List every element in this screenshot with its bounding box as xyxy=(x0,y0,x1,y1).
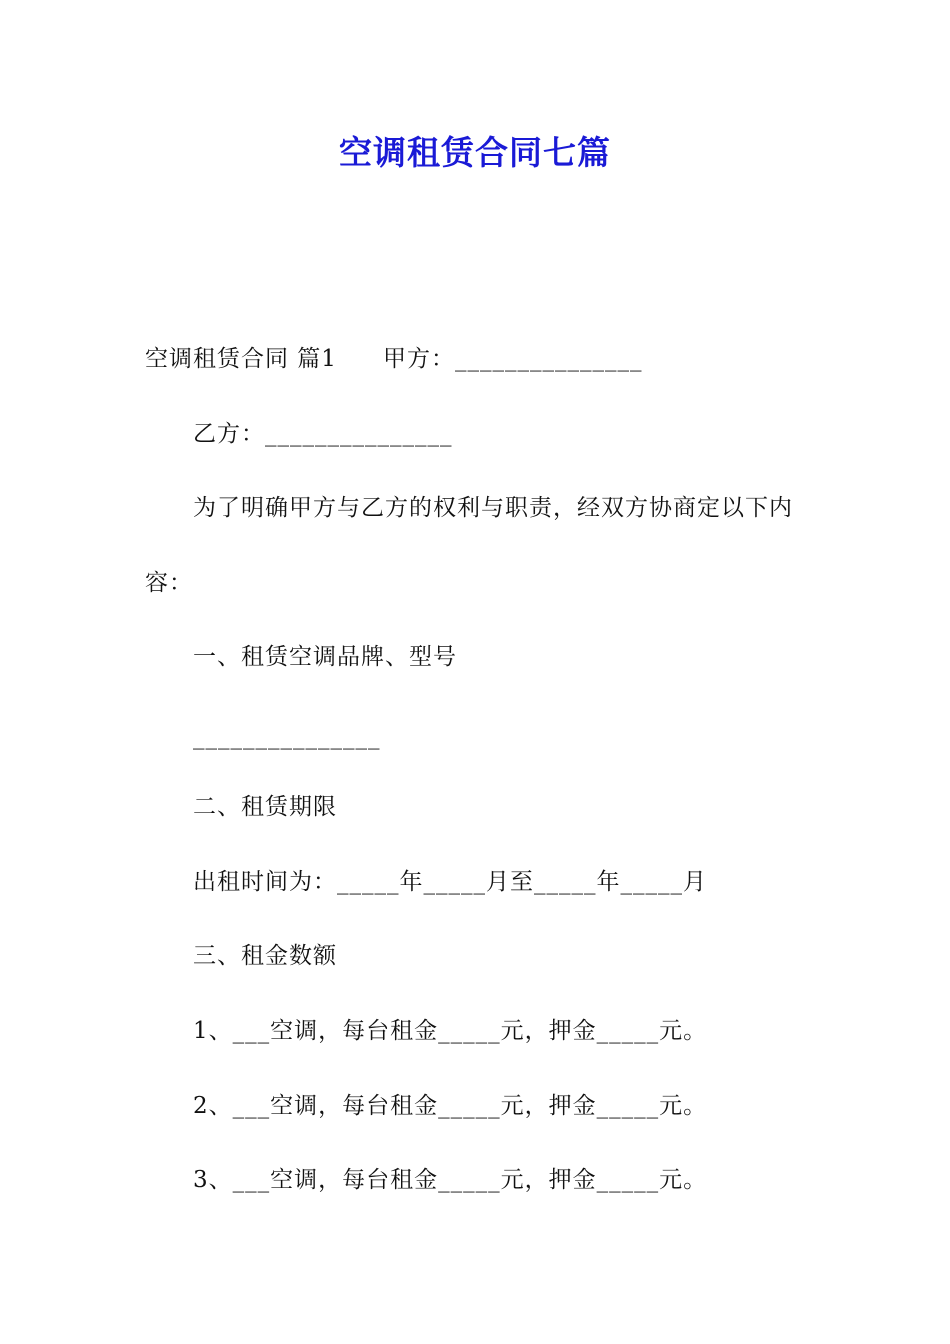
rent-item-3: 3、___空调，每台租金_____元，押金_____元。 xyxy=(193,1167,708,1193)
intro-paragraph-line-1: 为了明确甲方与乙方的权利与职责，经双方协商定以下内 xyxy=(193,495,793,521)
rental-period-line: 出租时间为：_____年_____月至_____年_____月 xyxy=(193,869,707,895)
party-b-field: 乙方：_______________ xyxy=(193,421,453,447)
intro-paragraph-line-2: 容： xyxy=(145,570,193,596)
section-2-heading: 二、租赁期限 xyxy=(193,794,337,820)
section-1-heading: 一、租赁空调品牌、型号 xyxy=(193,644,457,670)
rent-item-2: 2、___空调，每台租金_____元，押金_____元。 xyxy=(193,1093,708,1119)
rent-item-1: 1、___空调，每台租金_____元，押金_____元。 xyxy=(193,1018,708,1044)
party-a-field: 甲方：_______________ xyxy=(382,346,643,372)
section-1-blank: _______________ xyxy=(193,724,381,750)
contract-first-line xyxy=(145,342,642,376)
document-title: 空调租赁合同七篇 xyxy=(339,133,611,172)
contract-label: 空调租赁合同 篇1 xyxy=(145,346,337,372)
section-3-heading: 三、租金数额 xyxy=(193,943,337,969)
